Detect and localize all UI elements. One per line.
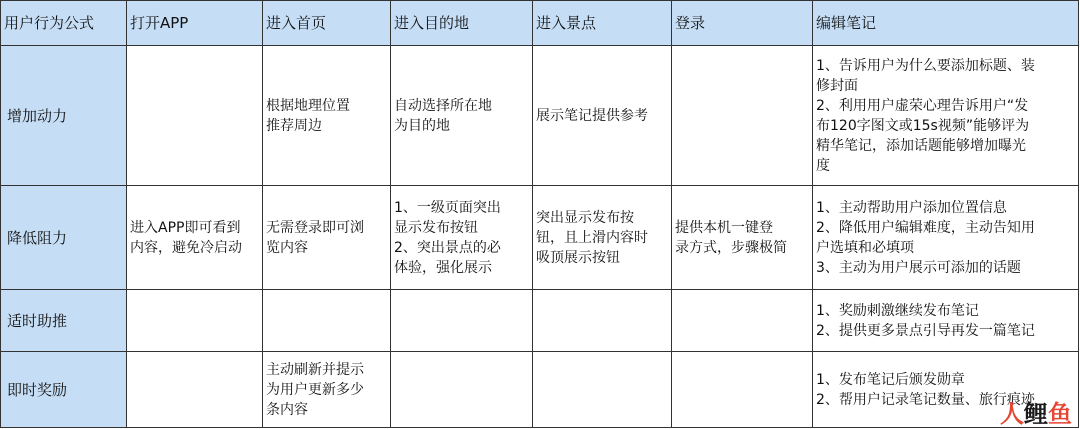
table-cell (672, 352, 813, 428)
table-cell (263, 290, 391, 352)
cell-text-line: 自动选择所在地 (394, 97, 492, 114)
cell-text-line: 突出显示发布按 (536, 209, 634, 226)
table-cell (533, 290, 672, 352)
cell-text-line: 度 (816, 157, 830, 174)
table-cell (263, 352, 391, 428)
cell-text-line: 进入APP即可看到 (130, 219, 241, 236)
header-enter-destination: 进入目的地 (391, 1, 533, 46)
cell-text-line: 2、帮用户记录笔记数量、旅行痕迹 (816, 391, 1035, 408)
table-cell (127, 186, 263, 290)
header-edit-notes: 编辑笔记 (813, 1, 1079, 46)
cell-text-line: 布120字图文或15s视频”能够评为 (816, 117, 1030, 134)
table-row (1, 46, 1079, 186)
table-cell (813, 290, 1079, 352)
cell-text-line: 1、告诉用户为什么要添加标题、装 (816, 57, 1035, 74)
watermark-char: 人 (1000, 400, 1024, 428)
row-label: 降低阻力 (1, 186, 127, 290)
cell-text-line: 条内容 (266, 401, 308, 418)
table-cell (391, 186, 533, 290)
cell-text-line: 2、降低用户编辑难度，主动告知用 (816, 219, 1035, 236)
row-label: 适时助推 (1, 290, 127, 352)
header-enter-home: 进入首页 (263, 1, 391, 46)
cell-text-line: 录方式，步骤极简 (675, 239, 787, 256)
table-cell (672, 186, 813, 290)
cell-text-line: 显示发布按钮 (394, 219, 478, 236)
cell-text-line: 无需登录即可浏 (266, 219, 364, 236)
header-enter-attraction: 进入景点 (533, 1, 672, 46)
cell-text-line: 3、主动为用户展示可添加的话题 (816, 259, 1021, 276)
cell-text-line: 体验，强化展示 (394, 259, 492, 276)
table-row (1, 352, 1079, 428)
cell-text-line: 1、一级页面突出 (394, 199, 501, 216)
cell-text-line: 1、发布笔记后颁发勋章 (816, 371, 965, 388)
table-cell (127, 290, 263, 352)
cell-text-line: 主动刷新并提示 (266, 361, 364, 378)
cell-text-line: 为目的地 (394, 117, 450, 134)
cell-text-line: 展示笔记提供参考 (536, 107, 648, 124)
cell-text-line: 2、突出景点的必 (394, 239, 501, 256)
table-cell (813, 352, 1079, 428)
cell-text-line: 为用户更新多少 (266, 381, 364, 398)
watermark-char: 鱼 (1048, 400, 1072, 428)
watermark-char: 鲤 (1024, 400, 1048, 428)
cell-text-line: 推荐周边 (266, 117, 322, 134)
table-cell (127, 46, 263, 186)
table-cell (533, 352, 672, 428)
cell-text-line: 户选填和必填项 (816, 239, 914, 256)
table-row (1, 290, 1079, 352)
table-cell (533, 186, 672, 290)
cell-text-line: 2、提供更多景点引导再发一篇笔记 (816, 322, 1035, 339)
row-label: 增加动力 (1, 46, 127, 186)
table-cell (391, 352, 533, 428)
cell-text-line: 修封面 (816, 77, 858, 94)
cell-text-line: 内容，避免冷启动 (130, 239, 242, 256)
header-open-app: 打开APP (127, 1, 263, 46)
cell-text-line: 吸顶展示按钮 (536, 249, 620, 266)
cell-text-line: 览内容 (266, 239, 308, 256)
cell-text-line: 提供本机一键登 (675, 219, 773, 236)
header-login: 登录 (672, 1, 813, 46)
table-cell (391, 290, 533, 352)
header-row (1, 1, 1079, 46)
cell-text-line: 精华笔记，添加话题能够增加曝光 (816, 137, 1026, 154)
table-cell (813, 186, 1079, 290)
header-formula: 用户行为公式 (1, 1, 127, 46)
table-cell (263, 46, 391, 186)
cell-text-line: 根据地理位置 (266, 97, 350, 114)
table-cell (672, 290, 813, 352)
table-cell (391, 46, 533, 186)
table-row (1, 186, 1079, 290)
table-cell (533, 46, 672, 186)
row-label: 即时奖励 (1, 352, 127, 428)
table-cell (263, 186, 391, 290)
cell-text-line: 钮，且上滑内容时 (536, 229, 648, 246)
cell-text-line: 2、利用用户虚荣心理告诉用户“发 (816, 97, 1029, 114)
table-cell (813, 46, 1079, 186)
cell-text-line: 1、奖励刺激继续发布笔记 (816, 302, 979, 319)
cell-text-line: 1、主动帮助用户添加位置信息 (816, 199, 1007, 216)
table-cell (672, 46, 813, 186)
table-cell (127, 352, 263, 428)
